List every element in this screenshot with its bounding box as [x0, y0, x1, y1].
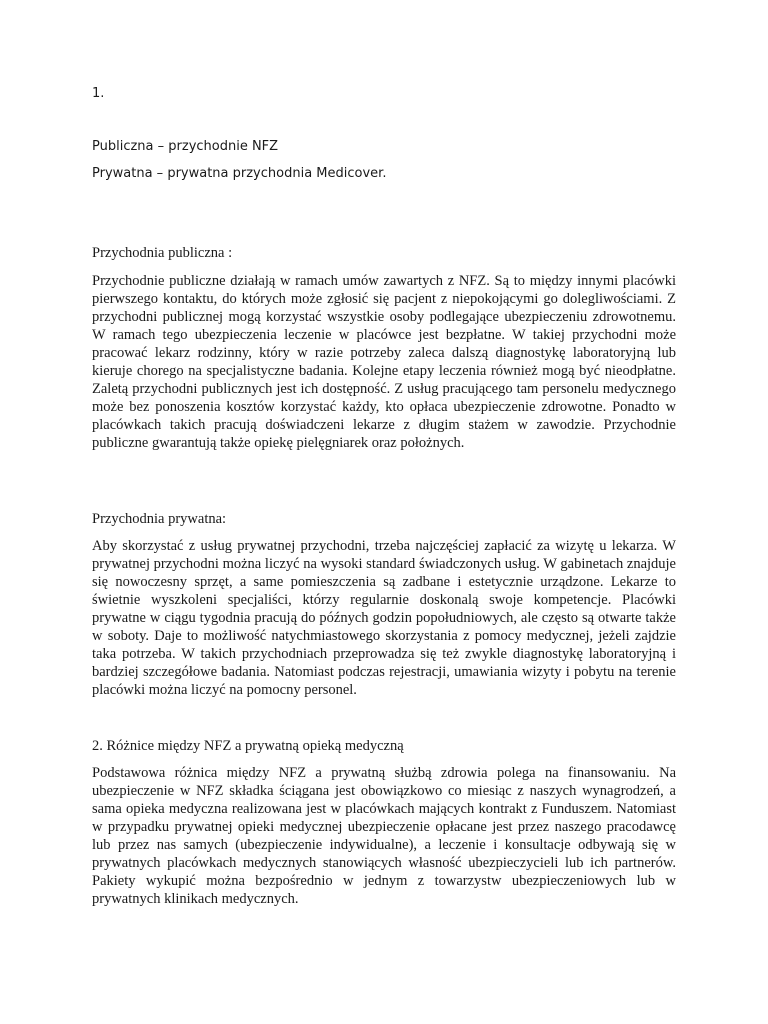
public-definition-line: Publiczna – przychodnie NFZ	[92, 139, 279, 154]
differences-paragraph: Podstawowa różnica między NFZ a prywatną służbą zdrowia polega na finansowaniu. Na ubezpieczenie w NFZ składka ściągana jest obowiązkowo co miesiąc z naszych wynagrodzeń, a sama opieka medyczna realizowana jest w placówkach mających kontrakt z Funduszem. Natomiast w przypadku prywatnej opieki medycznej ubezpieczenie opłacane jest przez naszego pracodawcę lub przez nas samych (ubezpieczenie indywidualne), a leczenie i konsultacje odbywają się w prywatnych placówkach medycznych stanowiących własność ubezpieczycieli lub ich partnerów. Pakiety wykupić można bezpośrednio w jednym z towarzystw ubezpieczeniowych lub w prywatnych klinikach medycznych.	[92, 765, 676, 907]
private-definition-line: Prywatna – prywatna przychodnia Medicover.	[92, 166, 387, 181]
section-number: 1.	[92, 86, 105, 101]
private-clinic-heading: Przychodnia prywatna:	[92, 511, 227, 527]
differences-heading: 2. Różnice między NFZ a prywatną opieką medyczną	[92, 738, 404, 754]
public-clinic-paragraph: Przychodnie publiczne działają w ramach umów zawartych z NFZ. Są to między innymi placówki pierwszego kontaktu, do których może zgłosić się pacjent z niepokojącymi go dolegliwościami. Z przychodni publicznej mogą korzystać wszystkie osoby podlegające ubezpieczeniu zdrowotnemu. W ramach tego ubezpieczenia leczenie w placówce jest bezpłatne. W takiej przychodni może pracować lekarz rodzinny, który w razie potrzeby zaleca dalszą diagnostykę laboratoryjną lub kieruje chorego na specjalistyczne badania. Kolejne etapy leczenia również mogą być nieodpłatne. Zaletą przychodni publicznych jest ich dostępność. Z usług pracującego tam personelu medycznego może bez ponoszenia kosztów korzystać każdy, kto opłaca ubezpieczenie zdrowotne. Ponadto w placówkach takich pracują doświadczeni lekarze z długim stażem w zawodzie. Przychodnie publiczne gwarantują także opiekę pielęgniarek oraz położnych.	[92, 273, 676, 451]
public-clinic-heading: Przychodnia publiczna :	[92, 245, 233, 261]
private-clinic-paragraph: Aby skorzystać z usług prywatnej przychodni, trzeba najczęściej zapłacić za wizytę u lekarza. W prywatnej przychodni można liczyć na wysoki standard świadczonych usług. W gabinetach znajduje się nowoczesny sprzęt, a same pomieszczenia są zadbane i estetycznie urządzone. Lekarze to świetnie wyszkoleni specjaliści, którzy regularnie doskonalą swoje kompetencje. Placówki prywatne w ciągu tygodnia pracują do późnych godzin popołudniowych, ale często są otwarte także w soboty. Daje to możliwość natychmiastowego skorzystania z pomocy medycznej, jeżeli zajdzie taka potrzeba. W takich przychodniach przeprowadza się też zwykle diagnostykę laboratoryjną i bardziej szczegółowe badania. Natomiast podczas rejestracji, umawiania wizyty i pobytu na terenie placówki można liczyć na pomocny personel.	[92, 538, 676, 698]
